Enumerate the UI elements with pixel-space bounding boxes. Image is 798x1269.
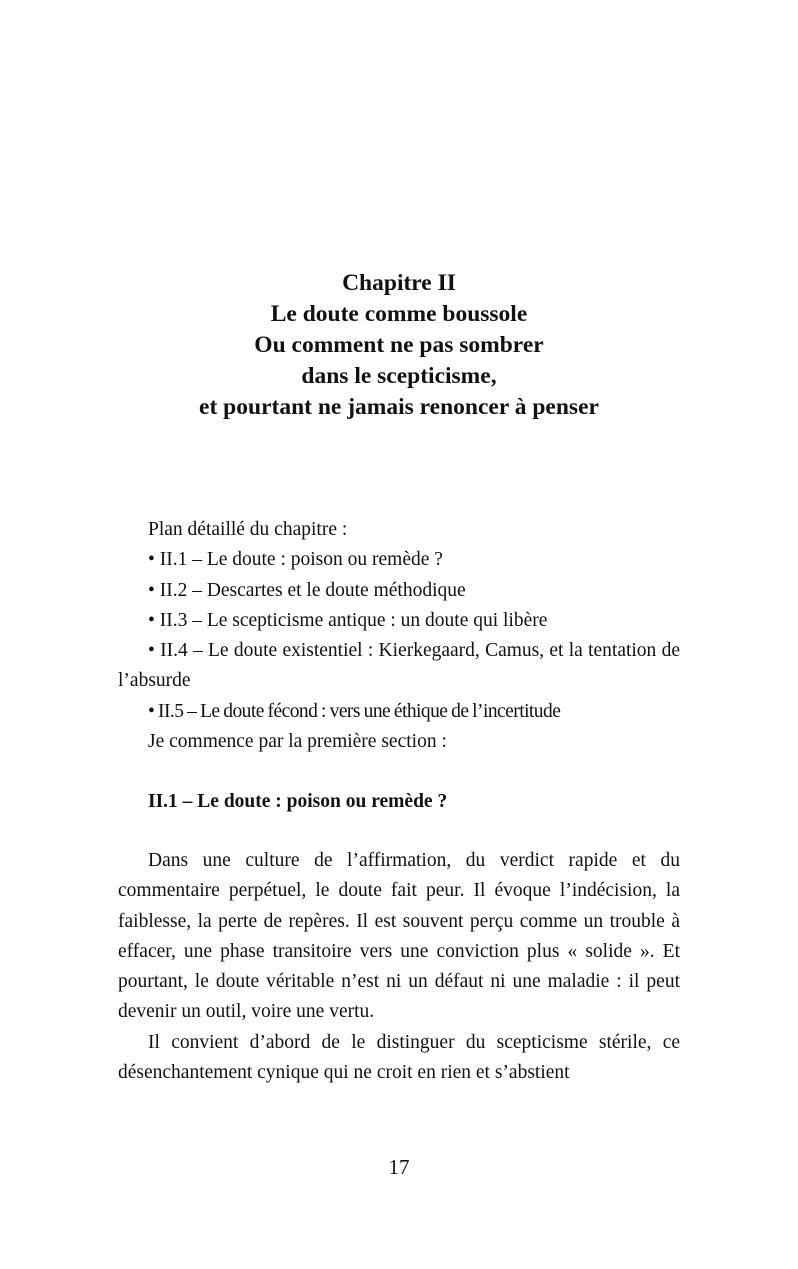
chapter-heading xyxy=(0,268,798,423)
chapter-subtitle-line: Ou comment ne pas sombrer xyxy=(254,332,544,358)
chapter-subtitle-line: et pourtant ne jamais renoncer à penser xyxy=(199,394,599,420)
chapter-plan xyxy=(118,515,680,757)
chapter-subtitle-line: dans le scepticisme, xyxy=(301,363,497,389)
plan-intro: Plan détaillé du chapitre : xyxy=(148,519,348,540)
section-body xyxy=(118,846,680,1088)
plan-item: • II.2 – Descartes et le doute méthodique xyxy=(148,579,466,601)
plan-outro: Je commence par la première section : xyxy=(148,731,447,753)
chapter-title: Le doute comme boussole xyxy=(270,301,528,327)
section-title: II.1 – Le doute : poison ou remède ? xyxy=(148,791,448,812)
chapter-number: Chapitre II xyxy=(342,270,456,296)
plan-item: • II.5 – Le doute fécond : vers une éthique de l’incertitude xyxy=(148,700,561,722)
plan-item: • II.3 – Le scepticisme antique : un doute qui libère xyxy=(148,609,548,631)
body-paragraph: Il convient d’abord de le distinguer du scepticisme stérile, ce désenchantement cynique qui ne croit en rien et s’abstient xyxy=(118,1031,680,1084)
plan-item: • II.1 – Le doute : poison ou remède ? xyxy=(148,549,443,571)
plan-item: • II.4 – Le doute existentiel : Kierkegaard, Camus, et la tentation de l’absurde xyxy=(118,640,680,692)
body-paragraph: Dans une culture de l’affirmation, du verdict rapide et du commentaire perpétuel, le doute fait peur. Il évoque l’indécision, la faiblesse, la perte de repères. Il est souvent perçu comme un trouble à effacer, une phase transitoire vers une conviction plus « solide ». Et pourtant, le doute véritable n’est ni un défaut ni une maladie : il peut devenir un outil, voire une vertu. xyxy=(118,850,680,1023)
page-number: 17 xyxy=(388,1155,410,1179)
